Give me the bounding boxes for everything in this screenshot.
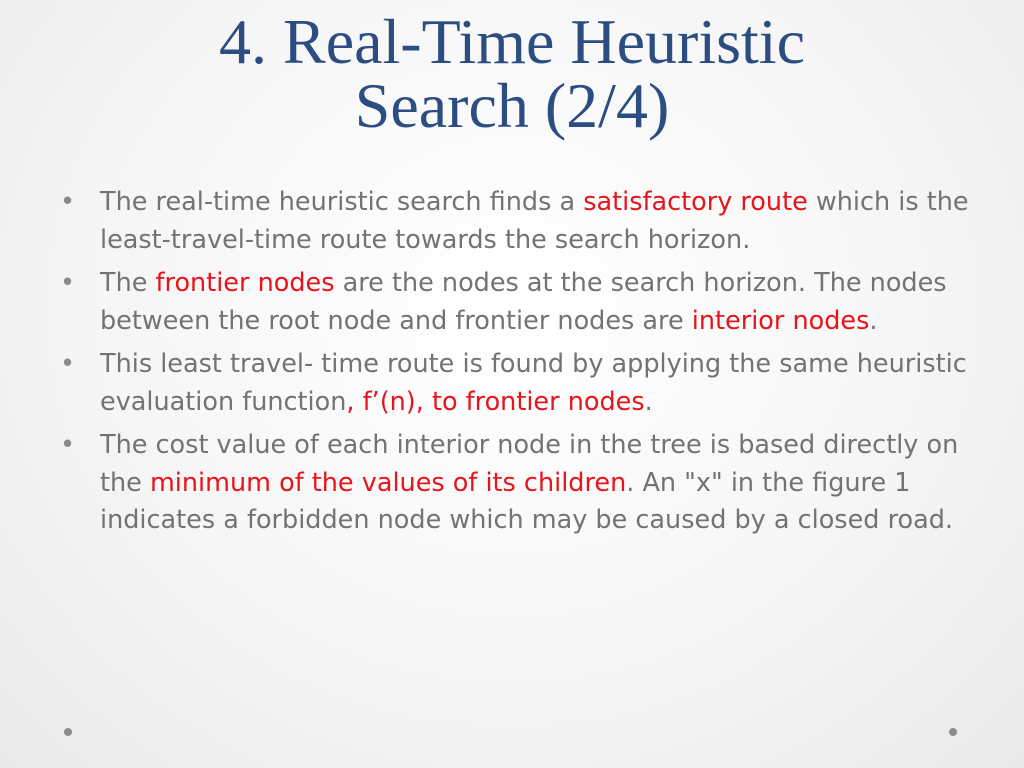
bullet-text: The real-time heuristic search finds a: [100, 187, 584, 217]
bullet-item: [60, 427, 980, 540]
highlight-text: frontier nodes: [155, 268, 335, 298]
bullet-text: which is the least-travel-time route towards the search horizon.: [100, 187, 969, 255]
slide-title-line-1: 4. Real-Time Heuristic: [219, 6, 805, 77]
slide-title: [0, 6, 1024, 141]
bullet-list: [60, 184, 980, 546]
bullet-text: This least travel- time route is found by applying the same heuristic evaluation function: [100, 349, 967, 417]
bullet-text: . An "x" in the figure 1 indicates a forbidden node which may be caused by a closed road.: [100, 467, 954, 535]
bullet-text: are the nodes at the search horizon. The nodes between the root node and frontier nodes are: [100, 268, 947, 336]
slide-title-line-2: Search (2/4): [354, 70, 670, 141]
bullet-text: The: [100, 268, 156, 298]
highlight-text: minimum of the values of its children: [149, 467, 627, 498]
highlight-text: , f’(n), to frontier nodes: [346, 386, 645, 417]
bullet-dot-icon: •: [60, 268, 76, 298]
bullet-text: .: [644, 386, 653, 417]
bullet-dot-icon: •: [60, 430, 76, 460]
bullet-item: [60, 184, 980, 259]
bullet-dot-icon: •: [60, 187, 76, 217]
bullet-text: .: [869, 305, 878, 336]
highlight-text: satisfactory route: [583, 187, 808, 217]
bullet-dot-icon: •: [60, 349, 76, 379]
decorative-dot-icon: [949, 728, 957, 736]
highlight-text: interior nodes: [691, 305, 870, 336]
decorative-dot-icon: [64, 728, 72, 736]
bullet-item: [60, 265, 980, 340]
bullet-item: [60, 346, 980, 421]
bullet-text: The cost value of each interior node in the tree is based directly on the: [100, 430, 959, 498]
